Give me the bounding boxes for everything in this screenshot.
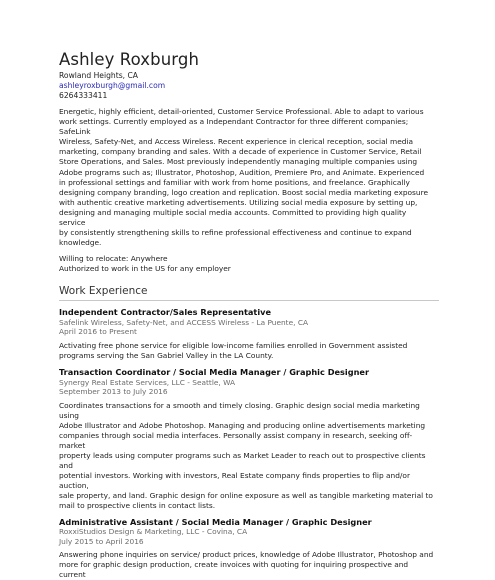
candidate-name: Ashley Roxburgh — [59, 50, 200, 69]
work-authorization-text: Authorized to work in the US for any employer — [59, 264, 231, 274]
relocation-willing-text: Willing to relocate: Anywhere — [59, 254, 168, 264]
contact-block — [59, 71, 439, 101]
phone-text: 6264333411 — [59, 91, 108, 100]
job-company: RoxxiStudios Design & Marketing, LLC - Covina, CA — [59, 527, 248, 537]
job-company: Safelink Wireless, Safety-Net, and ACCESS Wireless - La Puente, CA — [59, 317, 309, 327]
job-title: Transaction Coordinator / Social Media Manager / Graphic Designer — [59, 367, 370, 377]
work-experience-heading: Work Experience — [59, 285, 148, 298]
job-description: Activating free phone service for eligible low-income families enrolled in Government assisted programs serving the San Gabriel Valley in the LA County. — [59, 341, 408, 360]
job-dates: September 2013 to July 2016 — [59, 387, 168, 397]
location-text: Rowland Heights, CA — [59, 71, 138, 80]
section-divider — [59, 300, 439, 301]
job-dates: July 2015 to April 2016 — [59, 536, 144, 546]
job-description: Answering phone inquiries on service/ product prices, knowledge of Adobe Illustrator, Photoshop and more for graphic design production, create invoices with quoting for inquiring prospective and current — [59, 550, 434, 580]
job-dates: April 2016 to Present — [59, 327, 137, 337]
job-title: Administrative Assistant / Social Media Manager / Graphic Designer — [59, 516, 372, 527]
job-entry — [59, 307, 439, 361]
job-description: Coordinates transactions for a smooth and timely closing. Graphic design social media marketing using Adobe Illustrator and Adobe Photoshop. Managing and producing online advertisements marketing companies through social media interfaces. Personally assist company in research, seeking off-market property leads using computer programs such as Market Leader to reach out to prospective clients and potential investors. Working with investors, Real Estate company finds properties to flip and/or auction, sale property, and land. Graphic design for online exposure as well as tangible marketing material to mail to prospective clients in contact lists. — [59, 400, 433, 510]
resume-page — [59, 50, 439, 580]
job-entry — [59, 517, 439, 580]
summary-paragraph: Energetic, highly efficient, detail-oriented, Customer Service Professional. Able to adapt to various work settings. Currently employed as a Independant Contractor for three different companies; SafeLink Wireless, Safety-Net, and Access Wireless. Recent experience in clerical reception, social media marketing, company branding and sales. With a decade of experience in Customer Service, Retail Store Operations, and Sales. Most previously independently managing multiple companies using Adobe programs such as; Illustrator, Photoshop, Audition, Premiere Pro, and Animate. Experienced in professional settings and familiar with work from home positions, and freelance. Graphically designing company branding, logo creation and replication. Boost social media marketing exposure with authentic creative marketing advertisements. Utilizing social media exposure by setting up, designing and managing multiple social media accounts. Committed to providing high quality service by consistently strengthening skills to refine professional effectiveness and continue to expand knowledge. — [59, 107, 429, 248]
job-entry — [59, 367, 439, 511]
email-link[interactable]: ashleyroxburgh@gmail.com — [59, 81, 166, 90]
job-title: Independent Contractor/Sales Representative — [59, 307, 272, 318]
job-company: Synergy Real Estate Services, LLC - Seattle, WA — [59, 377, 236, 387]
relocation-block — [59, 254, 439, 274]
